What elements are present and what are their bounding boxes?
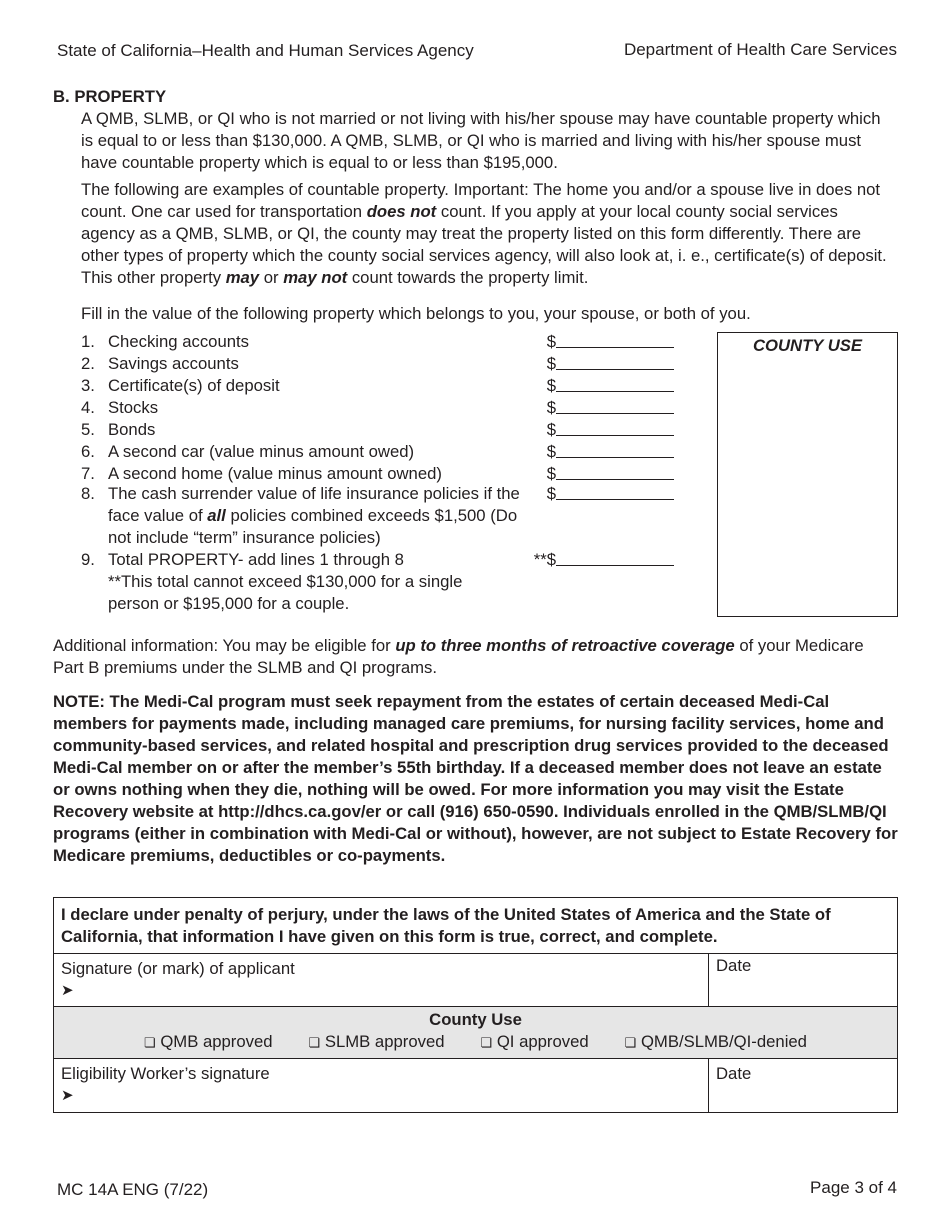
estate-recovery-note (53, 691, 898, 867)
emphasis-text: may not (283, 268, 348, 287)
item-number: 8. (81, 484, 95, 503)
fill-instruction: Fill in the value of the following property which belongs to you, your spouse, or both of you. (81, 304, 751, 323)
department-header: Department of Health Care Services (623, 40, 897, 59)
checkbox-icon[interactable]: ❏ (144, 1035, 156, 1050)
county-use-section (54, 1007, 898, 1059)
currency-symbol: $ (546, 354, 556, 373)
page-number: Page 3 of 4 (810, 1178, 897, 1197)
currency-symbol: $ (546, 464, 556, 483)
county-use-box (717, 332, 898, 617)
item-label: Certificate(s) of deposit (108, 376, 280, 395)
currency-symbol: $ (546, 332, 556, 351)
text-segment: The home you and/or a spouse live in does not count. One car used for transportation (81, 180, 881, 221)
date-label: Date (716, 956, 752, 975)
item-number: 4. (81, 398, 95, 417)
text-segment: count. If you apply at your local county social services agency as a QMB, SLMB, or QI, the county may treat the property listed on this form differently. There are other types of property which the county social services agency, will also look at, i. e., certificate(s) of deposit. This other property (81, 202, 887, 287)
county-use-heading: County Use (429, 1010, 522, 1029)
emphasis-text: does not (366, 202, 437, 221)
checkbox-label: QMB approved (160, 1032, 273, 1051)
currency-symbol: $ (546, 442, 556, 461)
worker-signature-field[interactable] (54, 1059, 709, 1113)
applicant-signature-field[interactable] (54, 954, 709, 1007)
checkbox-option[interactable] (481, 1031, 589, 1054)
item-number: 5. (81, 420, 95, 439)
total-amount-field[interactable] (556, 565, 674, 566)
section-title: B. PROPERTY (53, 87, 167, 106)
checkbox-label: QI approved (496, 1032, 589, 1051)
note-label: NOTE (53, 692, 100, 711)
applicant-signature-label: Signature (or mark) of applicant (61, 959, 295, 978)
text-segment: You may be eligible for (218, 636, 396, 655)
date-label: Date (716, 1064, 752, 1083)
item-number: 2. (81, 354, 95, 373)
amount-field[interactable] (556, 457, 674, 458)
currency-symbol: $ (546, 420, 556, 439)
item-number: 3. (81, 376, 95, 395)
amount-field[interactable] (556, 391, 674, 392)
total-note: **This total cannot exceed $130,000 for a single person or $195,000 for a couple. (108, 572, 463, 613)
text-segment: count towards the property limit. (347, 268, 589, 287)
currency-symbol: $ (546, 484, 556, 503)
currency-symbol: $ (546, 398, 556, 417)
checkbox-option[interactable] (625, 1031, 807, 1054)
item-label (108, 483, 528, 549)
county-use-title: COUNTY USE (752, 336, 863, 355)
item-label: Savings accounts (108, 354, 239, 373)
form-id: MC 14A ENG (7/22) (57, 1180, 209, 1199)
text-segment: of your Medicare Part B premiums under the SLMB and QI programs. (53, 636, 864, 677)
checkbox-label: QMB/SLMB/QI-denied (640, 1032, 807, 1051)
text-segment: The cash surrender value of life insurance policies if the face value of (108, 484, 520, 525)
perjury-declaration: I declare under penalty of perjury, under the laws of the United States of America and the State of California, that information I have given on this form is true, correct, and complete. (54, 898, 898, 954)
property-limit-paragraph: A QMB, SLMB, or QI who is not married or not living with his/her spouse may have countable property which is equal to or less than $130,000. A QMB, SLMB, or QI who is married and living with his/her spouse must have countable property which is equal to or less than $195,000. (81, 109, 881, 172)
applicant-date-field[interactable] (709, 954, 898, 1007)
emphasis-text: may (225, 268, 260, 287)
agency-header: State of California–Health and Human Services Agency (57, 41, 474, 60)
worker-date-field[interactable] (709, 1059, 898, 1113)
currency-symbol: $ (546, 376, 556, 395)
checkbox-icon[interactable]: ❏ (624, 1035, 637, 1050)
item-label (108, 549, 528, 615)
amount-field[interactable] (556, 479, 674, 480)
amount-field[interactable] (556, 435, 674, 436)
item-label: Bonds (108, 420, 156, 439)
countable-property-paragraph (81, 179, 896, 289)
amount-field[interactable] (556, 347, 674, 348)
note-text: : The Medi-Cal program must seek repayment from the estates of certain deceased Medi-Cal members for payments made, including managed care premiums, for nursing facility services, home and community-based services, and related hospital and prescription drug services provided to the deceased Medi-Cal member on or after the member’s 55th birthday. If a deceased member does not leave an estate or owns nothing when they die, nothing will be owed. For more information you may visit the Estate Recovery website at http://dhcs.ca.gov/er or call (916) 650-0590. Individuals enrolled in the QMB/SLMB/QI programs (either in combination with Medi-Cal or without), however, are not subject to Estate Recovery for Medicare premiums, deductibles or co-payments. (53, 692, 898, 865)
checkbox-icon[interactable]: ❏ (480, 1035, 493, 1050)
arrow-icon: ➤ (61, 1087, 74, 1104)
emphasis-text: Important: (453, 180, 529, 199)
item-number: 9. (81, 550, 95, 569)
emphasis-text: up to three months of retroactive coverage (395, 636, 735, 655)
item-label: Stocks (108, 398, 159, 417)
checkbox-option[interactable] (144, 1031, 273, 1054)
checkbox-label: SLMB approved (324, 1032, 445, 1051)
item-number: 1. (81, 332, 95, 351)
additional-information (53, 635, 898, 679)
text-segment: The following are examples of countable property. (81, 180, 454, 199)
text-segment: or (259, 268, 284, 287)
amount-field[interactable] (556, 499, 674, 500)
item-number: 7. (81, 464, 95, 483)
item-number: 6. (81, 442, 95, 461)
item-label: A second car (value minus amount owed) (108, 442, 415, 461)
item-label: A second home (value minus amount owned) (108, 464, 442, 483)
checkbox-option[interactable] (309, 1031, 445, 1054)
arrow-icon: ➤ (61, 982, 74, 999)
amount-field[interactable] (556, 413, 674, 414)
worker-signature-label: Eligibility Worker’s signature (61, 1064, 270, 1083)
declaration-table (53, 897, 898, 1113)
total-label: Total PROPERTY- add lines 1 through 8 (108, 550, 404, 569)
checkbox-icon[interactable]: ❏ (308, 1035, 321, 1050)
emphasis-text: all (207, 506, 226, 525)
item-label: Checking accounts (108, 332, 249, 351)
currency-symbol: **$ (533, 550, 556, 569)
text-segment: policies combined exceeds $1,500 (Do not include “term” insurance policies) (108, 506, 518, 547)
amount-field[interactable] (556, 369, 674, 370)
emphasis-text: Additional information: (53, 636, 219, 655)
